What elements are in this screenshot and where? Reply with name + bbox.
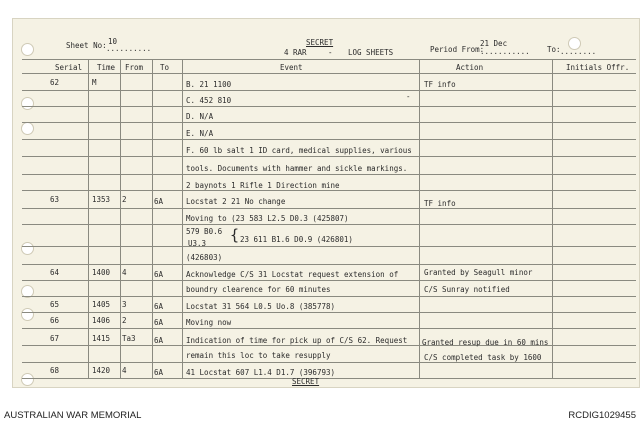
cell-action: TF info [424,80,456,89]
header-bottom-rule [22,73,636,74]
cell-time: 1353 [92,195,111,204]
cell-from: Ta3 [122,334,136,343]
archive-name: AUSTRALIAN WAR MEMORIAL [4,410,142,421]
u3-group: 579 B0.6 [186,227,223,236]
cell-event: Indication of time for pick up of C/S 62. Request [186,336,408,345]
cell-event: F. 60 lb salt 1 ID card, medical supplies, various [186,146,412,155]
header-top-rule [22,59,636,60]
row-rule [22,328,636,329]
cell-time: 1405 [92,300,111,309]
cell-event: Locstat 31 564 L0.5 Uo.8 (385778) [186,302,336,311]
cell-event: remain this loc to take resupply [186,351,331,360]
period-from-label: Period From: [430,45,485,54]
cell-event: tools. Documents with hammer and sickle markings. [186,164,408,173]
row-rule [22,208,636,209]
col-initials: Initials Offr. [566,63,630,72]
cell-serial: 65 [50,300,60,309]
cell-from: 3 [122,300,127,309]
punch-hole [21,43,34,56]
cell-action: TF info [424,199,456,208]
cell-time: M [92,78,97,87]
row-rule [22,139,636,140]
row-rule [22,362,636,363]
cell-time: 1420 [92,366,111,375]
cell-action: C/S Sunray notified [424,285,510,294]
cell-event: D. N/A [186,112,214,121]
cell-serial: 66 [50,316,60,325]
col-event: Event [280,63,303,72]
row-rule [22,312,636,313]
row-rule [22,280,636,281]
cell-time: 1400 [92,268,111,277]
cell-to: 6A [154,318,164,327]
cell-event: Acknowledge C/S 31 Locstat request extension of [186,270,399,279]
to-label: To: [547,45,561,54]
classification-header: SECRET [306,38,334,47]
cell-action: C/S completed task by 1600 [424,353,542,362]
col-to: To [160,63,170,72]
cell-to: 6A [154,197,164,206]
cell-to: 6A [154,368,164,377]
row-rule [22,106,636,107]
title-prefix: 4 RAR [284,48,307,57]
cell-action: Granted by Seagull minor [424,268,533,277]
cell-event: B. 21 1100 [186,80,232,89]
row-rule [22,90,636,91]
row-rule [22,174,636,175]
punch-hole [21,122,34,135]
col-from: From [125,63,144,72]
row-rule [22,246,636,247]
dash-mark: - [406,92,411,101]
cell-event: Locstat 2 21 No change [186,197,286,206]
cell-from: 4 [122,366,127,375]
col-action: Action [456,63,484,72]
period-from-value: 21 Dec [480,39,508,48]
brace-mark: { [230,226,240,244]
cell-serial: 63 [50,195,60,204]
cell-event: C. 452 810 [186,96,232,105]
row-rule [22,224,636,225]
cell-event: 41 Locstat 607 L1.4 D1.7 (396793) [186,368,336,377]
cell-to: 6A [154,336,164,345]
cell-from: 4 [122,268,127,277]
cell-from: 2 [122,316,127,325]
sheet-no-dots: .......... [106,44,152,53]
archive-id: RCDIG1029455 [568,410,636,421]
cell-to: 6A [154,270,164,279]
cell-from: 2 [122,195,127,204]
punch-hole [21,373,34,386]
cell-event: Moving now [186,318,232,327]
cell-to: 6A [154,302,164,311]
title-suffix: LOG SHEETS [348,48,394,57]
title-dash: - [328,48,333,57]
classification-footer: SECRET [292,377,320,386]
row-rule [22,190,636,191]
cell-event: E. N/A [186,129,214,138]
period-dots: ........... [480,47,530,56]
cell-action: Granted resup due in 60 mins [422,338,549,347]
cell-serial: 67 [50,334,60,343]
cell-event: boundry clearence for 60 minutes [186,285,331,294]
cell-time: 1415 [92,334,111,343]
punch-hole [21,97,34,110]
row-rule [22,378,636,379]
row-rule [22,296,636,297]
cell-time: 1406 [92,316,111,325]
punch-hole [21,242,34,255]
sheet-no-label: Sheet No: [66,41,107,50]
cell-event: (426803) [186,253,223,262]
cell-serial: 62 [50,78,60,87]
col-serial: Serial [55,63,83,72]
to-dots: ........ [560,47,597,56]
col-time: Time [97,63,116,72]
sheet-no-value: 10 [108,37,118,46]
cell-serial: 68 [50,366,60,375]
row-rule [22,156,636,157]
u3-alt: 23 611 B1.6 D0.9 (426801) [240,235,353,244]
cell-serial: 64 [50,268,60,277]
cell-event: 2 baynots 1 Rifle 1 Direction mine [186,181,340,190]
punch-hole [21,308,34,321]
cell-event: Moving to (23 583 L2.5 D0.3 (425807) [186,214,349,223]
row-rule [22,264,636,265]
row-rule [22,122,636,123]
u3-label: U3.3 [188,239,207,248]
